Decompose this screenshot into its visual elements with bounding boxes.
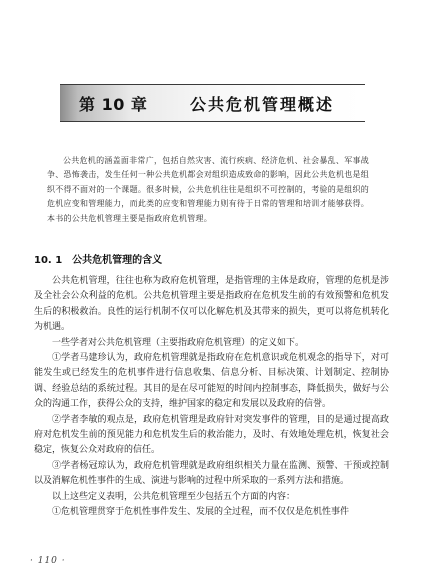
page-number: · 110 · — [30, 556, 66, 566]
body-paragraph: 以上这些定义表明，公共危机管理至少包括五个方面的内容： — [52, 491, 296, 502]
body-paragraph: 一些学者对公共危机管理（主要指政府危机管理）的定义如下。 — [52, 337, 305, 348]
body-text — [34, 274, 389, 521]
body-paragraph: ②学者李敏的观点是，政府危机管理是政府针对突发事件的管理，目的是通过提高政府对危机发生前的预见能力和危机发生后的救治能力，及时、有效地处理危机，恢复社会稳定，恢复公众对政府的信任。 — [34, 414, 389, 456]
chapter-intro: 公共危机的涵盖面非常广，包括自然灾害、流行疾病、经济危机、社会暴乱、军事战争、恐怖袭击，发生任何一种公共危机都会对组织造成致命的影响，因此公共危机也是组织不得不面对的一个课题。很多时候，公共危机往往是组织不可控制的，考验的是组织的危机应变和管理能力，而此类的应变和管理能力则有待于日常的管理和培训才能够获得。本书的公共危机管理主要是指政府危机管理。 — [47, 156, 369, 223]
body-paragraph: ①危机管理贯穿于危机性事件发生、发展的全过程，而不仅仅是危机性事件 — [52, 507, 350, 518]
body-paragraph: 公共危机管理，往往也称为政府危机管理，是指管理的主体是政府，管理的危机是涉及全社会公众利益的危机。公共危机管理主要是指政府在危机发生前的有效预警和危机发生后的积极救治。良性的运行机制不仅可以化解危机及其带来的损失，更可以将危机转化为机遇。 — [34, 276, 389, 333]
chapter-title: 公共危机管理概述 — [190, 95, 335, 114]
body-paragraph: ③学者杨冠琼认为，政府危机管理就是政府组织相关力量在监测、预警、干预或控制以及消解危机性事件的生成、演进与影响的过程中所采取的一系列方法和措施。 — [34, 460, 389, 487]
section-heading — [34, 251, 162, 266]
body-paragraph: ①学者马建珍认为，政府危机管理就是指政府在危机意识或危机观念的指导下，对可能发生或已经发生的危机事件进行信息收集、信息分析、目标决策、计划制定、控制协调、经验总结的系统过程。其目的是在尽可能短的时间内控制事态，降低损失，做好与公众的沟通工作，获得公众的支持，维护国家的稳定和发展以及政府的信誉。 — [34, 353, 389, 410]
chapter-label: 第 10 章 — [79, 95, 148, 114]
section-title: 公共危机管理的含义 — [72, 255, 163, 266]
section-number: 10. 1 — [34, 255, 63, 266]
